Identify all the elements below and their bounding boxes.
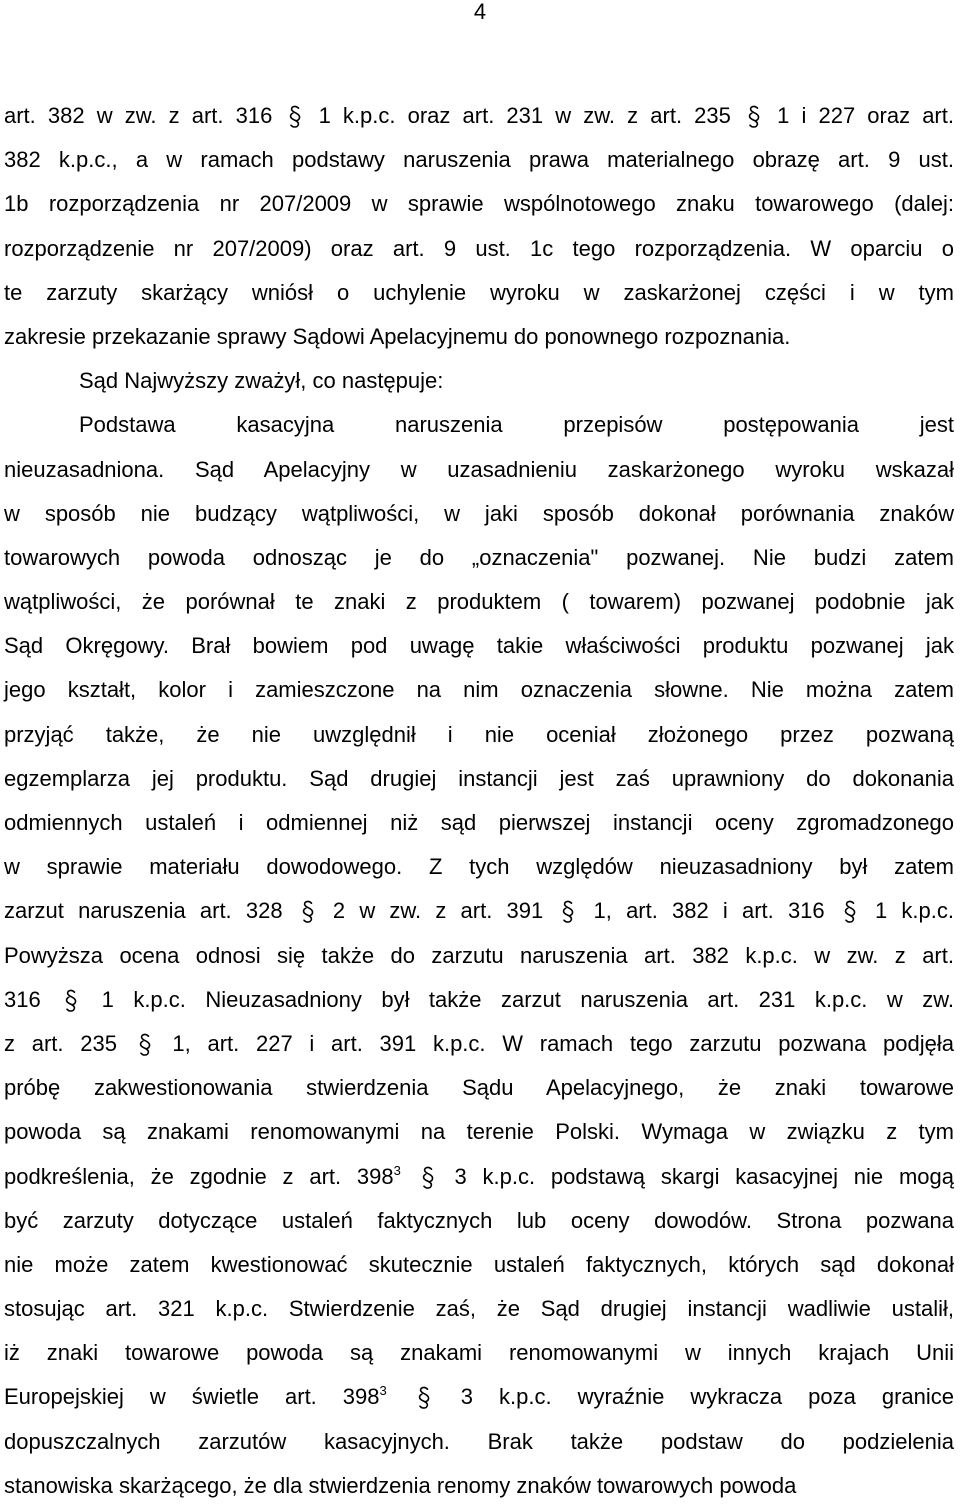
text-line: [4, 978, 954, 1022]
section-sign-icon: [557, 899, 579, 921]
text-segment: iż znaki towarowe powoda są znakami renomowanymi w innych krajach Unii: [4, 1340, 954, 1366]
text-line: [4, 359, 954, 403]
text-segment: w sposób nie budzący wątpliwości, w jaki sposób dokonał porównania znaków: [4, 500, 954, 526]
section-sign-icon: [297, 899, 319, 921]
text-line: [4, 271, 954, 315]
text-segment: 1 k.p.c. oraz art. 231 w zw. z art. 235: [306, 103, 743, 128]
text-line: [4, 1243, 954, 1287]
text-segment: stosując art. 321 k.p.c. Stwierdzenie zaś, że Sąd drugiej instancji wadliwie ustalił,: [4, 1296, 954, 1322]
text-segment: stanowiska skarżącego, że dla stwierdzenia renomy znaków towarowych powoda: [4, 1472, 797, 1498]
text-segment: Sąd Okręgowy. Brał bowiem pod uwagę takie właściwości produktu pozwanej jak: [4, 633, 954, 659]
text-segment: [387, 1384, 413, 1409]
text-segment: 316: [4, 986, 61, 1012]
text-segment: towarowych powoda odnosząc je do „oznaczenia" pozwanej. Nie budzi zatem: [4, 544, 954, 570]
text-line: [4, 492, 954, 536]
text-line: [4, 227, 954, 271]
text-line: [4, 1464, 954, 1508]
text-line: [4, 403, 954, 447]
text-segment: 3 k.p.c. wyraźnie wykracza poza granice: [434, 1384, 954, 1410]
text-line: [4, 889, 954, 933]
text-line: [4, 536, 954, 580]
text-line: [4, 713, 954, 757]
text-segment: być zarzuty dotyczące ustaleń faktycznych lub oceny dowodów. Strona pozwana: [4, 1207, 954, 1233]
text-segment: art. 382 w zw. z art. 316: [4, 103, 285, 128]
section-sign-icon: [839, 899, 861, 921]
text-line: [4, 94, 954, 138]
section-sign-icon: [743, 104, 765, 126]
text-segment: 382 k.p.c., a w ramach podstawy naruszenia prawa materialnego obrazę art. 9 ust.: [4, 147, 954, 173]
text-segment: Podstawa kasacyjna naruszenia przepisów postępowania jest: [79, 412, 954, 438]
text-segment: 1, art. 227 i art. 391 k.p.c. W ramach tego zarzutu pozwana podjęła: [155, 1030, 954, 1056]
section-sign-icon: [134, 1032, 156, 1054]
text-line: [4, 1420, 954, 1464]
text-segment: [401, 1164, 417, 1189]
superscript: 3: [379, 1383, 387, 1399]
text-line: [4, 624, 954, 668]
text-line: [4, 1110, 954, 1154]
section-sign-icon: [284, 104, 306, 126]
text-segment: te zarzuty skarżący wniósł o uchylenie wyroku w zaskarżonej części i w tym: [4, 279, 954, 305]
text-segment: Sąd Najwyższy zważył, co następuje:: [79, 368, 444, 394]
text-line: [4, 1022, 954, 1066]
text-segment: 1 i 227 oraz art.: [765, 103, 954, 128]
text-line: [4, 1155, 954, 1199]
text-segment: 1, art. 382 i art. 316: [579, 898, 839, 924]
text-line: [4, 580, 954, 624]
section-sign-icon: [413, 1385, 435, 1407]
text-line: [4, 315, 954, 359]
text-line: [4, 1331, 954, 1375]
text-line: [4, 934, 954, 978]
text-segment: próbę zakwestionowania stwierdzenia Sądu Apelacyjnego, że znaki towarowe: [4, 1075, 954, 1101]
text-segment: Powyższa ocena odnosi się także do zarzutu naruszenia art. 382 k.p.c. w zw. z art.: [4, 942, 954, 968]
text-segment: zakresie przekazanie sprawy Sądowi Apelacyjnemu do ponownego rozpoznania.: [4, 323, 791, 349]
text-line: [4, 845, 954, 889]
page-number: 4: [473, 0, 487, 24]
text-segment: odmiennych ustaleń i odmiennej niż sąd pierwszej instancji oceny zgromadzonego: [4, 810, 954, 835]
text-line: [4, 448, 954, 492]
text-segment: 3 k.p.c. podstawą skargi kasacyjnej nie mogą: [438, 1163, 954, 1189]
text-line: [4, 1375, 954, 1419]
text-segment: powoda są znakami renomowanymi na terenie Polski. Wymaga w związku z tym: [4, 1119, 954, 1145]
text-line: [4, 757, 954, 801]
superscript: 3: [393, 1162, 401, 1178]
text-segment: z art. 235: [4, 1030, 134, 1056]
document-body: [4, 94, 954, 1508]
text-line: [4, 801, 954, 845]
section-sign-icon: [417, 1165, 439, 1187]
text-line: [4, 668, 954, 712]
text-segment: 1 k.p.c. Nieuzasadniony był także zarzut naruszenia art. 231 k.p.c. w zw.: [82, 986, 954, 1012]
text-segment: nieuzasadniona. Sąd Apelacyjny w uzasadnieniu zaskarżonego wyroku wskazał: [4, 456, 954, 482]
text-segment: zarzut naruszenia art. 328: [4, 898, 297, 924]
text-segment: rozporządzenie nr 207/2009) oraz art. 9 ust. 1c tego rozporządzenia. W oparciu o: [4, 235, 954, 261]
text-segment: 1b rozporządzenia nr 207/2009 w sprawie wspólnotowego znaku towarowego (dalej:: [4, 191, 954, 217]
text-segment: podkreślenia, że zgodnie z art. 398: [4, 1163, 394, 1189]
text-segment: nie może zatem kwestionować skutecznie ustaleń faktycznych, których sąd dokonał: [4, 1251, 954, 1277]
text-segment: w sprawie materiału dowodowego. Z tych względów nieuzasadniony był zatem: [4, 854, 954, 880]
section-sign-icon: [60, 988, 82, 1010]
text-segment: wątpliwości, że porównał te znaki z produktem ( towarem) pozwanej podobnie jak: [4, 589, 954, 615]
text-segment: dopuszczalnych zarzutów kasacyjnych. Brak także podstaw do podzielenia: [4, 1428, 954, 1454]
text-segment: jego kształt, kolor i zamieszczone na nim oznaczenia słowne. Nie można zatem: [4, 677, 954, 703]
text-segment: egzemplarza jej produktu. Sąd drugiej instancji jest zaś uprawniony do dokonania: [4, 765, 954, 791]
text-line: [4, 1199, 954, 1243]
text-line: [4, 1066, 954, 1110]
text-segment: Europejskiej w świetle art. 398: [4, 1384, 380, 1410]
text-line: [4, 138, 954, 182]
text-line: [4, 1287, 954, 1331]
text-segment: przyjąć także, że nie uwzględnił i nie oceniał złożonego przez pozwaną: [4, 721, 954, 747]
text-segment: 1 k.p.c.: [860, 898, 954, 924]
text-segment: 2 w zw. z art. 391: [318, 898, 558, 924]
text-line: [4, 182, 954, 226]
